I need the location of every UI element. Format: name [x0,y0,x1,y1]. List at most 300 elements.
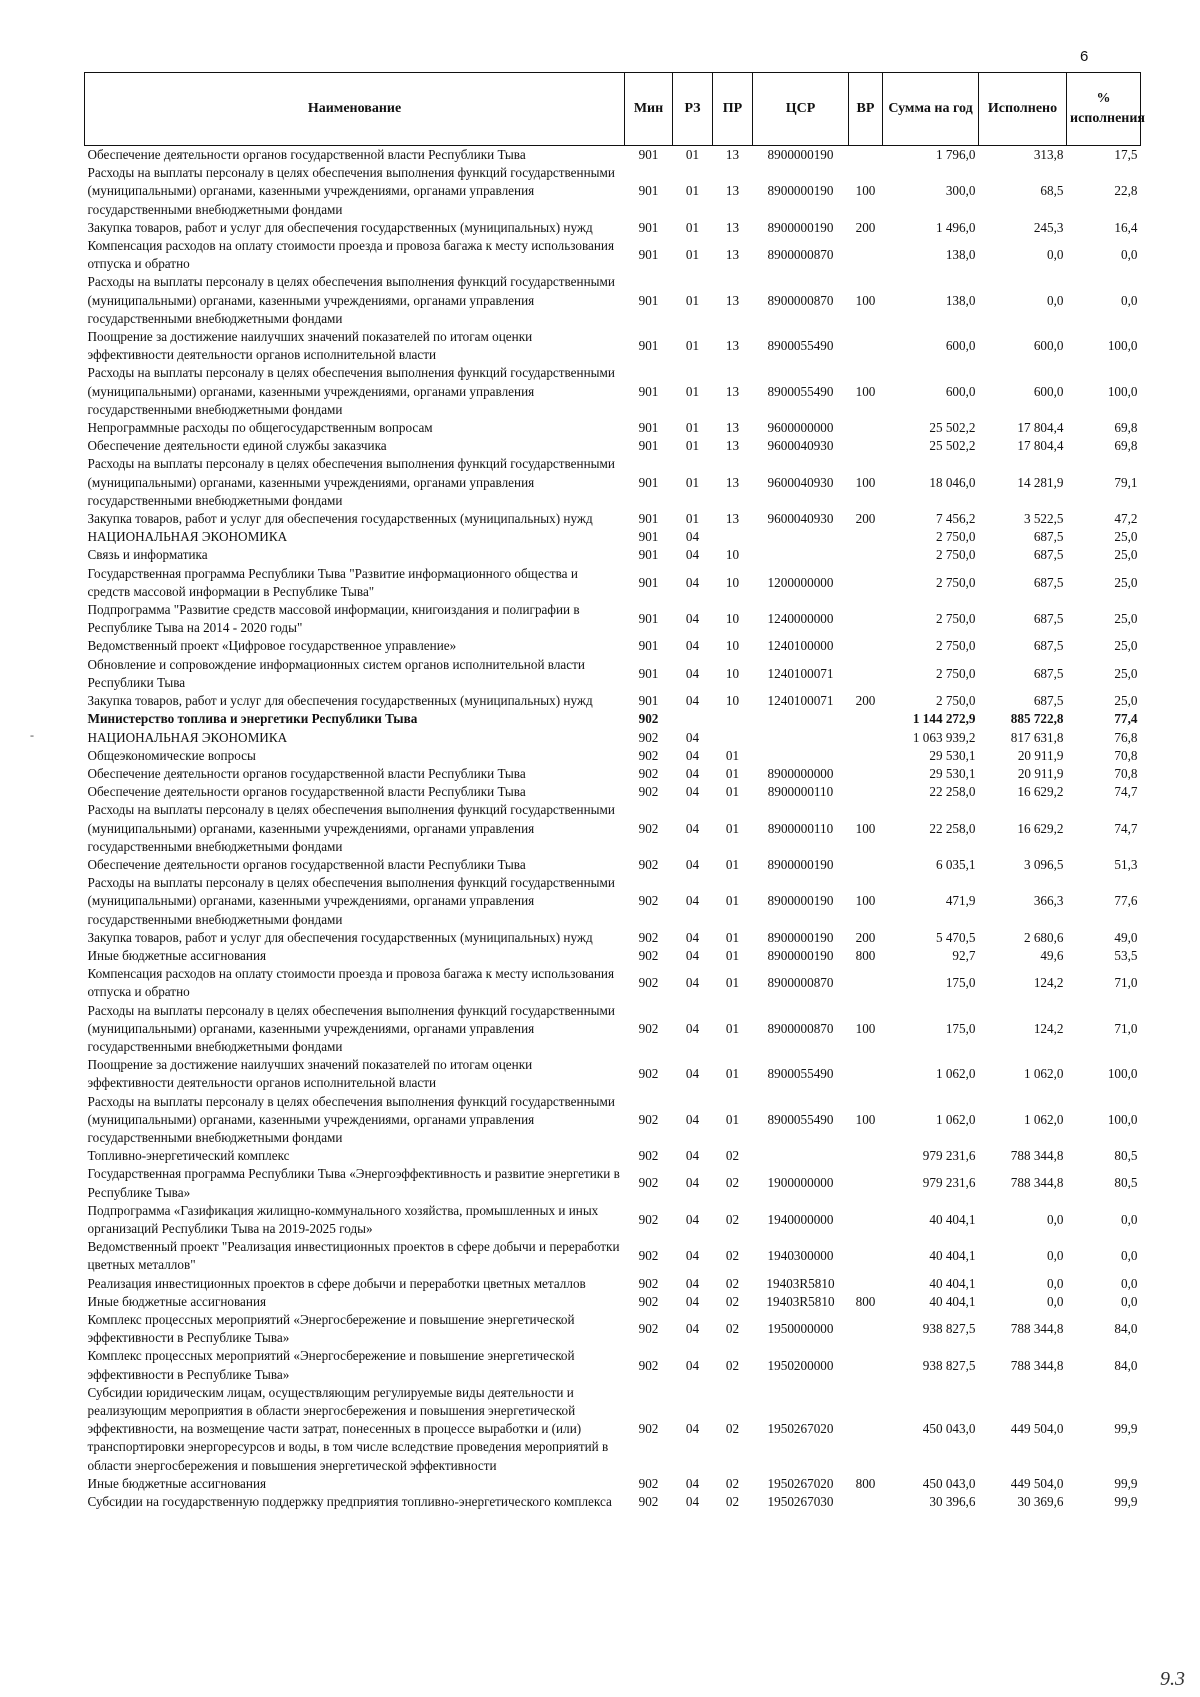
row-rz: 01 [685,338,700,354]
row-pr: 13 [725,511,740,527]
row-vr [849,1147,883,1165]
table-row [85,1002,1141,1057]
row-csr: 1240000000 [767,611,834,627]
row-pct: 25,0 [1114,665,1138,681]
row-vr: 100 [855,893,876,909]
row-csr: 8900000190 [767,893,834,909]
row-done: 0,0 [1047,1211,1064,1227]
row-done: 600,0 [1033,383,1064,399]
row-done: 687,5 [1033,693,1064,709]
row-name: Расходы на выплаты персоналу в целях обеспечения выполнения функций государственными (муниципальными) органами, казенными учреждениями, органами управления государственными внебюджетными фондами [87,1093,615,1145]
row-rz: 04 [685,638,700,654]
row-min: 902 [638,820,659,836]
row-min: 901 [638,547,659,563]
table-row [85,146,1141,165]
table-row [85,237,1141,273]
row-pr: 01 [725,947,740,963]
row-min: 902 [638,1211,659,1227]
row-rz: 04 [685,747,700,763]
row-rz: 04 [685,1293,700,1309]
row-vr [849,1384,883,1475]
row-done: 2 680,6 [1023,929,1064,945]
row-done: 366,3 [1033,893,1064,909]
row-csr: 8900000870 [767,1020,834,1036]
row-sum: 5 470,5 [935,929,976,945]
row-pr: 01 [725,1020,740,1036]
row-vr [849,656,883,692]
row-name: Иные бюджетные ассигнования [87,1475,267,1491]
row-done: 449 504,0 [1010,1475,1064,1491]
row-csr: 8900055490 [767,383,834,399]
row-csr: 1940300000 [767,1248,834,1264]
row-vr [849,437,883,455]
row-done: 17 804,4 [1017,438,1064,454]
row-min: 901 [638,611,659,627]
row-pct: 51,3 [1114,856,1138,872]
row-sum: 2 750,0 [935,574,976,590]
table-row [85,637,1141,655]
row-pr: 02 [725,1475,740,1491]
row-vr: 100 [855,820,876,836]
row-vr: 200 [855,693,876,709]
row-pr: 13 [725,183,740,199]
row-rz: 04 [685,1175,700,1191]
row-min: 902 [638,1148,659,1164]
row-pr: 01 [725,893,740,909]
row-name: Расходы на выплаты персоналу в целях обеспечения выполнения функций государственными (муниципальными) органами, казенными учреждениями, органами управления государственными внебюджетными фондами [87,165,615,217]
row-done: 687,5 [1033,574,1064,590]
row-done: 687,5 [1033,529,1064,545]
row-csr: 8900000110 [767,784,834,800]
row-pr: 10 [725,547,740,563]
row-pr: 13 [725,474,740,490]
table-row [85,437,1141,455]
row-pct: 71,0 [1114,975,1138,991]
row-min: 901 [638,438,659,454]
row-rz: 01 [685,438,700,454]
row-csr: 9600040930 [767,438,834,454]
header-csr: ЦСР [753,73,849,146]
row-name: Обеспечение деятельности органов государственной власти Республики Тыва [87,784,526,800]
row-done: 788 344,8 [1010,1321,1064,1337]
row-sum: 450 043,0 [922,1421,976,1437]
row-rz: 04 [685,1066,700,1082]
row-min: 901 [638,247,659,263]
row-min: 901 [638,529,659,545]
table-row [85,601,1141,637]
header-min: Мин [625,73,673,146]
row-vr [849,765,883,783]
row-csr: 8900000870 [767,975,834,991]
table-row [85,1311,1141,1347]
row-min: 902 [638,784,659,800]
row-pr: 02 [725,1494,740,1510]
row-rz: 01 [685,183,700,199]
row-done: 600,0 [1033,338,1064,354]
row-pct: 25,0 [1114,638,1138,654]
row-csr: 9600000000 [767,420,834,436]
table-row [85,692,1141,710]
row-name: Ведомственный проект "Реализация инвестиционных проектов в сфере добычи и переработки цветных металлов" [87,1239,620,1273]
table-row [85,328,1141,364]
row-pct: 53,5 [1114,947,1138,963]
row-vr [849,237,883,273]
row-min: 901 [625,146,673,165]
row-pct: 100,0 [1107,1066,1138,1082]
row-csr: 1940000000 [767,1211,834,1227]
row-name: Поощрение за достижение наилучших значений показателей по итогам оценки эффективности деятельности органов исполнительной власти [87,329,533,363]
row-min: 902 [638,765,659,781]
row-vr [849,419,883,437]
row-pr [713,528,753,546]
table-header [85,73,1146,146]
row-done: 0,0 [1047,1248,1064,1264]
row-name: Расходы на выплаты персоналу в целях обеспечения выполнения функций государственными (муниципальными) органами, казенными учреждениями, органами управления государственными внебюджетными фондами [87,456,615,508]
row-pr: 01 [725,929,740,945]
row-csr: 1950267030 [767,1494,834,1510]
table-row [85,1093,1141,1148]
row-name: Обеспечение деятельности органов государственной власти Республики Тыва [87,765,526,781]
row-done: 245,3 [1033,219,1064,235]
row-sum: 1 062,0 [935,1066,976,1082]
row-rz: 04 [685,693,700,709]
table-row [85,656,1141,692]
row-pct: 99,9 [1114,1494,1138,1510]
table-row [85,947,1141,965]
row-name: Закупка товаров, работ и услуг для обеспечения государственных (муниципальных) нужд [87,219,593,235]
row-pr: 02 [725,1175,740,1191]
row-vr: 200 [855,511,876,527]
row-vr: 800 [855,1293,876,1309]
row-rz: 04 [685,529,700,545]
row-done: 16 629,2 [1017,784,1064,800]
row-vr: 200 [855,929,876,945]
row-rz: 04 [685,665,700,681]
row-done: 313,8 [979,146,1067,165]
table-row [85,565,1141,601]
row-sum: 471,9 [945,893,976,909]
row-sum: 450 043,0 [922,1475,976,1491]
row-name: Обеспечение деятельности единой службы заказчика [87,438,387,454]
row-csr: 8900000000 [767,765,834,781]
row-sum: 25 502,2 [929,438,976,454]
row-sum: 6 035,1 [935,856,976,872]
row-rz: 04 [685,574,700,590]
row-pr: 01 [725,975,740,991]
row-done: 788 344,8 [1010,1148,1064,1164]
row-vr [849,546,883,564]
row-vr: 100 [855,292,876,308]
header-pct: % исполнения [1067,73,1141,146]
row-sum: 1 062,0 [935,1111,976,1127]
row-vr: 800 [855,1475,876,1491]
row-name: Государственная программа Республики Тыва "Развитие информационного общества и средств массовой информации в Республике Тыва" [87,565,578,599]
row-pr: 02 [725,1357,740,1373]
row-rz: 01 [685,247,700,263]
budget-table [84,72,1146,1511]
row-csr: 8900055490 [767,1066,834,1082]
row-csr: 9600040930 [767,474,834,490]
header-name: Наименование [85,73,625,146]
row-pct: 0,0 [1121,1248,1138,1264]
row-min: 902 [638,1494,659,1510]
row-rz: 04 [685,929,700,945]
row-sum: 22 258,0 [929,784,976,800]
row-done: 0,0 [1047,292,1064,308]
row-vr [849,1275,883,1293]
row-min: 901 [638,693,659,709]
row-rz: 04 [685,1020,700,1036]
row-pct: 77,4 [1114,711,1138,727]
row-pr: 02 [725,1275,740,1291]
row-pct: 99,9 [1114,1421,1138,1437]
row-pr: 02 [725,1148,740,1164]
row-csr [753,1147,849,1165]
row-done: 0,0 [1047,247,1064,263]
row-vr: 100 [855,383,876,399]
row-csr: 8900000190 [767,219,834,235]
row-rz: 01 [685,511,700,527]
row-vr [849,1202,883,1238]
row-pr: 02 [725,1321,740,1337]
row-sum: 1 796,0 [883,146,979,165]
row-min: 902 [638,711,659,727]
row-sum: 600,0 [945,338,976,354]
row-pct: 17,5 [1067,146,1141,165]
row-pct: 70,8 [1114,747,1138,763]
row-vr [849,637,883,655]
row-rz: 04 [685,1148,700,1164]
row-rz: 04 [685,1111,700,1127]
row-min: 902 [638,893,659,909]
row-name: Расходы на выплаты персоналу в целях обеспечения выполнения функций государственными (муниципальными) органами, казенными учреждениями, органами управления государственными внебюджетными фондами [87,274,615,326]
table-row [85,164,1141,219]
table-row [85,219,1141,237]
row-pct: 0,0 [1121,1211,1138,1227]
row-vr [849,710,883,728]
row-rz: 01 [673,146,713,165]
row-min: 902 [638,1421,659,1437]
table-row [85,747,1141,765]
row-csr: 8900000190 [753,146,849,165]
row-rz: 01 [685,292,700,308]
row-rz: 04 [685,1475,700,1491]
row-done: 885 722,8 [1010,711,1064,727]
table-row [85,1475,1141,1493]
row-vr [849,1347,883,1383]
row-name: Топливно-энергетический комплекс [87,1148,290,1164]
row-done: 124,2 [1033,975,1064,991]
row-csr: 1950000000 [767,1321,834,1337]
row-pct: 84,0 [1114,1321,1138,1337]
row-rz: 01 [685,383,700,399]
row-vr: 100 [855,1111,876,1127]
row-csr: 19403R5810 [766,1293,835,1309]
row-name: Компенсация расходов на оплату стоимости проезда и провоза багажа к месту использования отпуска и обратно [87,238,615,272]
row-vr [849,965,883,1001]
row-pct: 25,0 [1114,574,1138,590]
row-pct: 100,0 [1107,1111,1138,1127]
row-rz: 04 [685,893,700,909]
table-row [85,929,1141,947]
row-vr [849,328,883,364]
row-name: Субсидии на государственную поддержку предприятия топливно-энергетического комплекса [87,1494,612,1510]
row-done: 124,2 [1033,1020,1064,1036]
row-rz: 04 [685,1357,700,1373]
row-pct: 100,0 [1107,338,1138,354]
row-name: Закупка товаров, работ и услуг для обеспечения государственных (муниципальных) нужд [87,693,593,709]
row-sum: 25 502,2 [929,420,976,436]
table-row [85,1293,1141,1311]
row-vr [849,747,883,765]
row-rz: 04 [685,547,700,563]
row-vr [849,601,883,637]
table-body [85,146,1141,1512]
row-vr [849,783,883,801]
header-pr: ПР [713,73,753,146]
table-row [85,856,1141,874]
row-min: 902 [638,1175,659,1191]
table-row [85,1275,1141,1293]
row-name: Иные бюджетные ассигнования [87,1293,267,1309]
row-sum: 40 404,1 [929,1275,976,1291]
row-csr: 9600040930 [767,511,834,527]
row-csr: 19403R5810 [766,1275,835,1291]
row-min: 901 [638,474,659,490]
row-min: 901 [638,574,659,590]
row-rz: 04 [685,784,700,800]
row-name: Обновление и сопровождение информационных систем органов исполнительной власти Республики Тыва [87,656,585,690]
row-min: 901 [638,219,659,235]
row-name: Общеэкономические вопросы [87,747,256,763]
table-row [85,965,1141,1001]
scan-mark: - [30,728,34,742]
row-name: Комплекс процессных мероприятий «Энергосбережение и повышение энергетической эффективности в Республике Тыва» [87,1312,575,1346]
row-pr: 01 [725,784,740,800]
row-pct: 0,0 [1121,292,1138,308]
header-done: Исполнено [979,73,1067,146]
row-pct: 99,9 [1114,1475,1138,1491]
row-min: 902 [638,1275,659,1291]
row-pr [713,710,753,728]
row-name: Субсидии юридическим лицам, осуществляющим регулируемые виды деятельности и реализующим мероприятия в области энергосбережения и повышения энергетической эффективности, на возмещение части затрат, понесенных в процессе выработки и (или) транспортировки энергоресурсов и воды, в том числе вследствие проведения мероприятий в области энергосбережения и повышения энергетической эффективности [87,1384,609,1473]
table-row [85,1238,1141,1274]
row-rz: 01 [685,219,700,235]
row-pr: 13 [725,247,740,263]
table-row [85,1056,1141,1092]
row-done: 68,5 [1040,183,1064,199]
row-min: 902 [638,856,659,872]
row-csr [753,528,849,546]
row-sum: 600,0 [945,383,976,399]
row-pct: 25,0 [1114,529,1138,545]
row-sum: 2 750,0 [935,547,976,563]
row-csr: 1950267020 [767,1421,834,1437]
table-row [85,801,1141,856]
row-done: 687,5 [1033,611,1064,627]
row-pr: 01 [725,1066,740,1082]
row-sum: 2 750,0 [935,638,976,654]
row-name: Обеспечение деятельности органов государственной власти Республики Тыва [85,146,625,165]
row-min: 902 [638,1357,659,1373]
row-min: 902 [638,747,659,763]
row-vr: 100 [855,183,876,199]
row-sum: 938 827,5 [922,1357,976,1373]
row-rz: 01 [685,474,700,490]
row-vr: 800 [855,947,876,963]
row-csr: 8900000190 [767,947,834,963]
row-name: Расходы на выплаты персоналу в целях обеспечения выполнения функций государственными (муниципальными) органами, казенными учреждениями, органами управления государственными внебюджетными фондами [87,365,615,417]
row-name: Министерство топлива и энергетики Республики Тыва [87,711,418,727]
row-done: 449 504,0 [1010,1421,1064,1437]
row-csr: 1200000000 [767,574,834,590]
row-name: Комплекс процессных мероприятий «Энергосбережение и повышение энергетической эффективности в Республике Тыва» [87,1348,575,1382]
row-min: 901 [638,511,659,527]
row-rz: 04 [685,1421,700,1437]
row-sum: 2 750,0 [935,665,976,681]
row-sum: 1 063 939,2 [912,729,976,745]
row-sum: 300,0 [945,183,976,199]
row-rz: 04 [685,1321,700,1337]
row-name: Реализация инвестиционных проектов в сфере добычи и переработки цветных металлов [87,1275,586,1291]
row-csr: 8900000190 [767,183,834,199]
row-pr: 13 [725,292,740,308]
row-pct: 80,5 [1114,1175,1138,1191]
row-done: 687,5 [1033,665,1064,681]
row-name: Связь и информатика [87,547,208,563]
row-name: Поощрение за достижение наилучших значений показателей по итогам оценки эффективности деятельности органов исполнительной власти [87,1057,533,1091]
row-pr: 10 [725,638,740,654]
row-name: НАЦИОНАЛЬНАЯ ЭКОНОМИКА [87,529,288,545]
table-row [85,729,1141,747]
row-name: Компенсация расходов на оплату стоимости проезда и провоза багажа к месту использования отпуска и обратно [87,966,615,1000]
row-name: Расходы на выплаты персоналу в целях обеспечения выполнения функций государственными (муниципальными) органами, казенными учреждениями, органами управления государственными внебюджетными фондами [87,875,615,927]
row-min: 901 [638,420,659,436]
table-row [85,1384,1141,1475]
row-pr: 01 [725,820,740,836]
row-min: 902 [638,1066,659,1082]
row-sum: 1 144 272,9 [912,711,976,727]
row-pct: 47,2 [1114,511,1138,527]
table-row [85,528,1141,546]
row-pct: 84,0 [1114,1357,1138,1373]
row-name: Подпрограмма «Газификация жилищно-коммунального хозяйства, промышленных и иных организаций Республики Тыва на 2019-2025 годы» [87,1202,599,1236]
row-pct: 71,0 [1114,1020,1138,1036]
row-pr: 01 [725,856,740,872]
row-pct: 76,8 [1114,729,1138,745]
row-min: 901 [638,183,659,199]
row-csr [753,710,849,728]
row-sum: 30 396,6 [929,1494,976,1510]
row-pr: 02 [725,1211,740,1227]
row-pr: 13 [713,146,753,165]
row-sum: 175,0 [945,1020,976,1036]
row-csr [753,546,849,564]
row-min: 902 [638,1248,659,1264]
row-pct: 79,1 [1114,474,1138,490]
row-done: 0,0 [1047,1275,1064,1291]
row-done: 687,5 [1033,638,1064,654]
table-row [85,1165,1141,1201]
row-min: 902 [638,729,659,745]
row-pct: 0,0 [1121,1293,1138,1309]
row-vr [849,1493,883,1511]
row-name: Государственная программа Республики Тыва «Энергоэффективность и развитие энергетики в Республике Тыва» [87,1166,620,1200]
row-csr: 1900000000 [767,1175,834,1191]
row-pct: 77,6 [1114,893,1138,909]
row-vr: 100 [855,1020,876,1036]
table-row [85,765,1141,783]
